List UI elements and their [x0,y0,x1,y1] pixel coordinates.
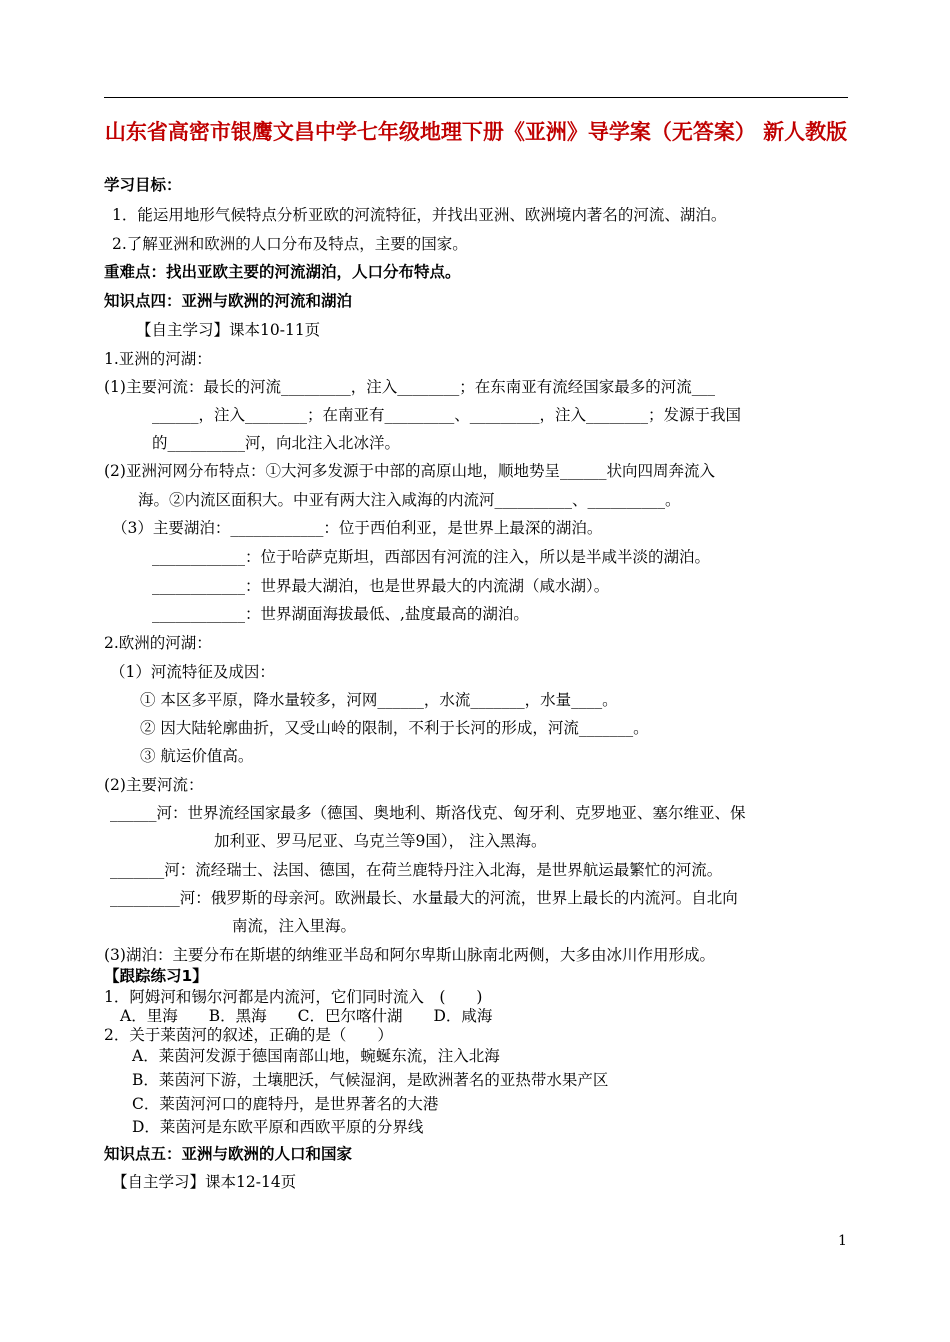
section-heading: 知识点五：亚洲与欧洲的人口和国家 [104,1145,353,1163]
answer-option: C．莱茵河河口的鹿特丹，是世界著名的大港 [132,1095,439,1113]
text-line: _______河：流经瑞士、法国、德国，在荷兰鹿特丹注入北海，是世界航运最繁忙的河流。 [110,861,723,879]
text-line: _________河：俄罗斯的母亲河。欧洲最长、水量最大的河流，世界上最长的内流河。自北向 [110,889,738,907]
text-line: 【自主学习】课本12-14页 [112,1173,297,1191]
text-line: 2.了解亚洲和欧洲的人口分布及特点，主要的国家。 [112,235,468,253]
header-rule [104,97,848,98]
text-line: ____________：位于哈萨克斯坦，西部因有河流的注入，所以是半咸半淡的湖泊。 [152,548,711,566]
text-line: ____________：世界湖面海拔最低、,盐度最高的湖泊。 [152,605,529,623]
text-line: 海。②内流区面积大。中亚有两大注入咸海的内流河__________、__________。 [138,491,681,509]
text-line: ______，注入________；在南亚有_________、_________，注入________；发源于我国 [152,406,742,424]
section-heading: 【跟踪练习1】 [104,967,208,985]
text-line: （3）主要湖泊：____________：位于西伯利亚，是世界上最深的湖泊。 [112,519,603,537]
text-line: ① 本区多平原，降水量较多，河网______，水流_______，水量____。 [140,691,618,709]
text-line: 加利亚、罗马尼亚、乌克兰等9国）， 注入黑海。 [214,832,547,850]
text-line: (2)主要河流： [104,776,204,794]
text-line: (1)主要河流：最长的河流_________，注入________；在东南亚有流经国家最多的河流___ [104,378,715,396]
text-line: 1.亚洲的河湖： [104,350,212,368]
text-line: ____________：世界最大湖泊，也是世界最大的内流湖（咸水湖）。 [152,577,610,595]
page-number: 1 [838,1233,847,1249]
question: 2．关于莱茵河的叙述，正确的是（ ） [104,1026,393,1044]
document-title: 山东省高密市银鹰文昌中学七年级地理下册《亚洲》导学案（无答案） 新人教版 [104,120,848,144]
answer-option: B．莱茵河下游，土壤肥沃，气候湿润，是欧洲著名的亚热带水果产区 [132,1071,609,1089]
text-line: ③ 航运价值高。 [140,747,254,765]
text-line: 【自主学习】课本10-11页 [136,321,321,339]
text-line: （1）河流特征及成因： [110,663,275,681]
text-line: 的__________河，向北注入北冰洋。 [152,434,401,452]
question: 1．阿姆河和锡尔河都是内流河，它们同时流入 ( ) [104,988,483,1006]
text-line: 2.欧洲的河湖： [104,634,212,652]
answer-option: D．莱茵河是东欧平原和西欧平原的分界线 [132,1118,424,1136]
text-line: ______河：世界流经国家最多（德国、奥地利、斯洛伐克、匈牙利、克罗地亚、塞尔维亚、保 [110,804,746,822]
section-heading: 重难点：找出亚欧主要的河流湖泊，人口分布特点。 [104,263,461,281]
section-heading: 学习目标： [104,176,182,194]
text-line: (2)亚洲河网分布特点：①大河多发源于中部的高原山地，顺地势呈______状向四周奔流入 [104,462,715,480]
text-line: 1．能运用地形气候特点分析亚欧的河流特征，并找出亚洲、欧洲境内著名的河流、湖泊。 [112,206,727,224]
section-heading: 知识点四：亚洲与欧洲的河流和湖泊 [104,292,353,310]
answer-option: A．莱茵河发源于德国南部山地，蜿蜒东流，注入北海 [132,1047,500,1065]
text-line: ② 因大陆轮廓曲折，又受山岭的限制，不利于长河的形成，河流_______。 [140,719,649,737]
answer-options: A．里海 B．黑海 C．巴尔喀什湖 D．咸海 [120,1007,493,1025]
text-line: 南流，注入里海。 [232,917,357,935]
text-line: (3)湖泊：主要分布在斯堪的纳维亚半岛和阿尔卑斯山脉南北两侧，大多由冰川作用形成。 [104,946,715,964]
